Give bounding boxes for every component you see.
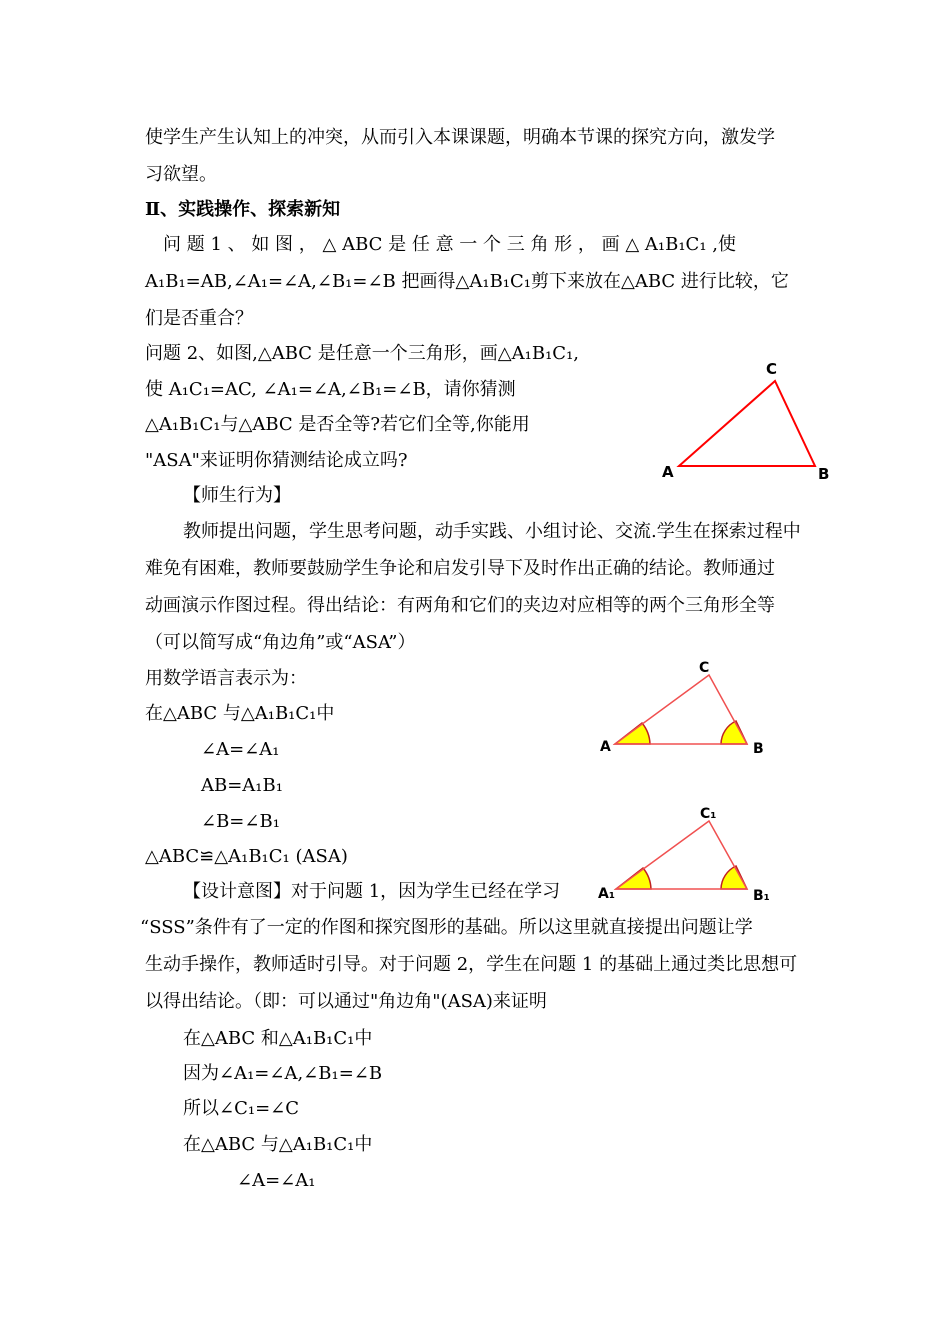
vertex-label-c: C xyxy=(699,660,710,676)
problem2-line-1: 问题 2、如图,△ABC 是任意一个三角形，画△A₁B₁C₁, xyxy=(145,343,580,364)
condition-angle-b: ∠B=∠B₁ xyxy=(201,811,280,832)
vertex-label-a: A xyxy=(662,463,674,481)
congruence-conclusion: △ABC≌△A₁B₁C₁ (ASA) xyxy=(145,846,348,867)
intro-line-1: 使学生产生认知上的冲突，从而引入本课课题，明确本节课的探究方向，激发学 xyxy=(145,127,775,148)
problem1-line-2: A₁B₁=AB,∠A₁=∠A,∠B₁=∠B 把画得△A₁B₁C₁剪下来放在△ABC 进行比较，它 xyxy=(145,271,789,292)
vertex-label-c1: C₁ xyxy=(700,806,717,822)
proof-line-4: 在△ABC 与△A₁B₁C₁中 xyxy=(183,1134,373,1155)
problem2-line-4: "ASA"来证明你猜测结论成立吗? xyxy=(145,450,408,471)
design-intent-line-4: 以得出结论。（即：可以通过"角边角"(ASA)来证明 xyxy=(145,991,547,1012)
proof-line-3: 所以∠C₁=∠C xyxy=(183,1098,300,1119)
proof-line-2: 因为∠A₁=∠A,∠B₁=∠B xyxy=(183,1063,383,1084)
vertex-label-a: A xyxy=(600,739,611,755)
problem2-line-2: 使 A₁C₁=AC, ∠A₁=∠A,∠B₁=∠B，请你猜测 xyxy=(145,379,516,400)
problem1-line-1: 问 题 1 、 如 图 ， △ ABC 是 任 意 一 个 三 角 形 ， 画 △ A₁B₁C₁ ,使 xyxy=(163,234,736,255)
triangle-figure-2 xyxy=(595,655,775,760)
teacher-student-line-2: 难免有困难，教师要鼓励学生争论和启发引导下及时作出正确的结论。教师通过 xyxy=(145,558,775,579)
vertex-label-a1: A₁ xyxy=(598,886,615,902)
vertex-label-b: B xyxy=(818,465,830,483)
design-intent-line-2: “SSS”条件有了一定的作图和探究图形的基础。所以这里就直接提出问题让学 xyxy=(140,917,753,938)
math-language-context: 在△ABC 与△A₁B₁C₁中 xyxy=(145,703,335,724)
teacher-student-line-1: 教师提出问题，学生思考问题，动手实践、小组讨论、交流.学生在探索过程中 xyxy=(183,521,801,542)
vertex-label-b: B xyxy=(753,741,764,757)
math-language-intro: 用数学语言表示为： xyxy=(145,668,307,689)
teacher-student-line-4: （可以简写成“角边角”或“ASA”） xyxy=(145,632,416,653)
design-intent-line-3: 生动手操作，教师适时引导。对于问题 2，学生在问题 1 的基础上通过类比思想可 xyxy=(145,954,798,975)
teacher-student-line-3: 动画演示作图过程。得出结论：有两角和它们的夹边对应相等的两个三角形全等 xyxy=(145,595,775,616)
triangle-figure-3 xyxy=(595,800,780,910)
triangle-abc xyxy=(679,381,815,466)
problem2-line-3: △A₁B₁C₁与△ABC 是否全等?若它们全等,你能用 xyxy=(145,414,530,435)
problem1-line-3: 们是否重合？ xyxy=(145,308,253,329)
proof-line-5: ∠A=∠A₁ xyxy=(237,1170,316,1191)
condition-side-ab: AB=A₁B₁ xyxy=(201,775,283,796)
teacher-student-heading: 【师生行为】 xyxy=(183,485,291,506)
section-heading: Ⅱ、实践操作、探索新知 xyxy=(145,199,341,220)
intro-line-2: 习欲望。 xyxy=(145,164,217,185)
vertex-label-b1: B₁ xyxy=(753,888,770,904)
angle-mark-b xyxy=(721,721,747,744)
vertex-label-c: C xyxy=(766,360,778,378)
design-intent-line-1: 【设计意图】对于问题 1，因为学生已经在学习 xyxy=(183,881,561,902)
triangle-figure-1 xyxy=(655,355,840,485)
angle-mark-b1 xyxy=(721,866,747,889)
condition-angle-a: ∠A=∠A₁ xyxy=(201,739,280,760)
proof-line-1: 在△ABC 和△A₁B₁C₁中 xyxy=(183,1028,373,1049)
